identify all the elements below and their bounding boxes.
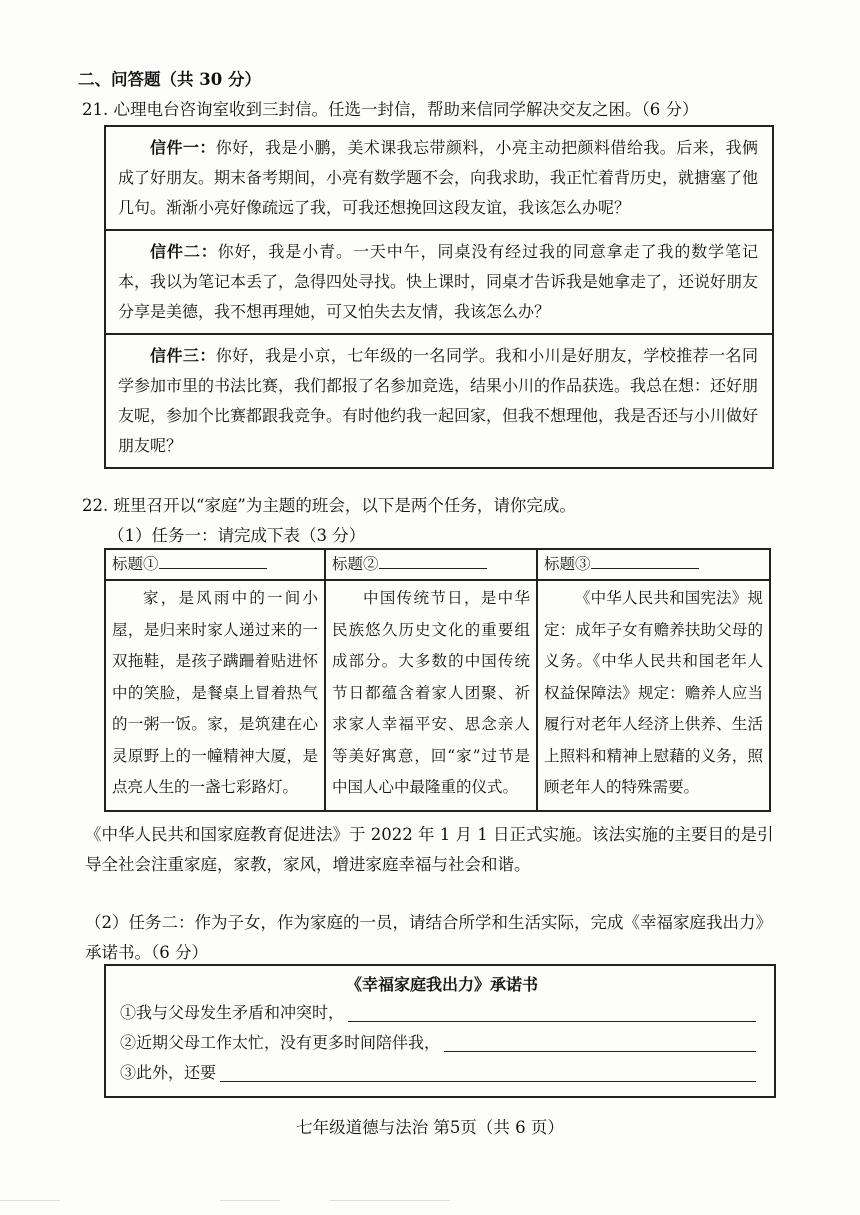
title-2-answer-blank[interactable] xyxy=(379,553,487,569)
letter-1-text: 你好，我是小鹏，美术课我忘带颜料，小亮主动把颜料借给我。后来，我俩成了好朋友。期末备考期间，小亮有数学题不会，向我求助，我正忙着背历史，就搪塞了他几句。渐渐小亮好像疏远了我，可我还想挽回这段友谊，我该怎么办呢？ xyxy=(118,138,759,217)
title-3-answer-blank[interactable] xyxy=(591,553,699,569)
table-header-3 xyxy=(536,550,769,581)
pledge-line-1-text: ①我与父母发生矛盾和冲突时， xyxy=(120,1003,345,1022)
law-note: 《中华人民共和国家庭教育促进法》于 2022 年 1 月 1 日正式实施。该法实施的主要目的是引导全社会注重家庭，家教，家风，增进家庭幸福与社会和谐。 xyxy=(85,825,774,874)
scan-artifact xyxy=(330,1200,450,1201)
pledge-box xyxy=(104,964,776,1098)
letter-2-label: 信件二： xyxy=(150,242,218,261)
pledge-line-1-blank[interactable] xyxy=(348,1020,756,1022)
letter-2 xyxy=(106,229,772,333)
pledge-title: 《幸福家庭我出力》承诺书 xyxy=(345,975,538,994)
pledge-line-2 xyxy=(120,1028,764,1058)
letter-1-label: 信件一： xyxy=(150,138,216,157)
task-2-prompt: （2）任务二：作为子女，作为家庭的一员，请结合所学和生活实际，完成《幸福家庭我出力》承诺书。（6 分） xyxy=(85,913,772,962)
pledge-line-1 xyxy=(120,998,764,1028)
table-cell-1: 家，是风雨中的一间小屋，是归来时家人递过来的一双拖鞋，是孩子蹒跚着贴进怀中的笑脸，是餐桌上冒着热气的一粥一饭。家，是筑建在心灵原野上的一幢精神大厦，是点亮人生的一盏七彩路灯。 xyxy=(112,589,318,796)
page-footer: 七年级道德与法治 第5页（共 6 页） xyxy=(296,1118,564,1137)
task-1-prompt: （1）任务一：请完成下表（3 分） xyxy=(108,526,366,545)
section-title: 二、问答题（共 30 分） xyxy=(78,70,261,89)
pledge-line-3-text: ③此外，还要 xyxy=(120,1063,217,1082)
letter-3-text: 你好，我是小京，七年级的一名同学。我和小川是好朋友，学校推荐一名同学参加市里的书法比赛，我们都报了名参加竞选，结果小川的作品获选。我总在想：还好朋友呢，参加个比赛都跟我竞争。有时他约我一起回家，但我不想理他，我是否还与小川做好朋友呢？ xyxy=(118,346,759,455)
scan-artifact xyxy=(0,1200,60,1201)
header-1-label: 标题① xyxy=(112,555,159,573)
pledge-line-2-blank[interactable] xyxy=(444,1050,756,1052)
pledge-line-3-blank[interactable] xyxy=(220,1080,756,1082)
pledge-line-3 xyxy=(120,1058,764,1088)
header-3-label: 标题③ xyxy=(544,555,591,573)
letter-3 xyxy=(106,333,772,467)
letter-2-text: 你好，我是小青。一天中午，同桌没有经过我的同意拿走了我的数学笔记本，我以为笔记本丢了，急得四处寻找。快上课时，同桌才告诉我是她拿走了，还说好朋友分享是美德，我不想再理她，可又怕失去友情，我该怎么办？ xyxy=(118,242,759,321)
question-22-prompt: 22. 班里召开以“家庭”为主题的班会，以下是两个任务，请你完成。 xyxy=(82,496,576,515)
header-2-label: 标题② xyxy=(332,555,379,573)
table-header-2 xyxy=(324,550,536,581)
scan-artifact xyxy=(220,1200,280,1201)
letter-3-label: 信件三： xyxy=(150,346,216,365)
table-header-1 xyxy=(106,550,324,581)
title-1-answer-blank[interactable] xyxy=(159,553,267,569)
letters-box xyxy=(104,125,774,469)
question-21-prompt: 21. 心理电台咨询室收到三封信。任选一封信，帮助来信同学解决交友之困。（6 分） xyxy=(82,100,699,119)
task-1-table xyxy=(104,548,771,812)
table-cell-2: 中国传统节日，是中华民族悠久历史文化的重要组成部分。大多数的中国传统节日都蕴含着家人团聚、祈求家人幸福平安、思念亲人等美好寓意，回“家”过节是中国人心中最隆重的仪式。 xyxy=(324,581,536,810)
pledge-line-2-text: ②近期父母工作太忙，没有更多时间陪伴我， xyxy=(120,1033,441,1052)
table-cell-3: 《中华人民共和国宪法》规定：成年子女有赡养扶助父母的义务。《中华人民共和国老年人权益保障法》规定：赡养人应当履行对老年人经济上供养、生活上照料和精神上慰藉的义务，照顾老年人的特殊需要。 xyxy=(536,581,769,810)
letter-1 xyxy=(106,127,772,229)
